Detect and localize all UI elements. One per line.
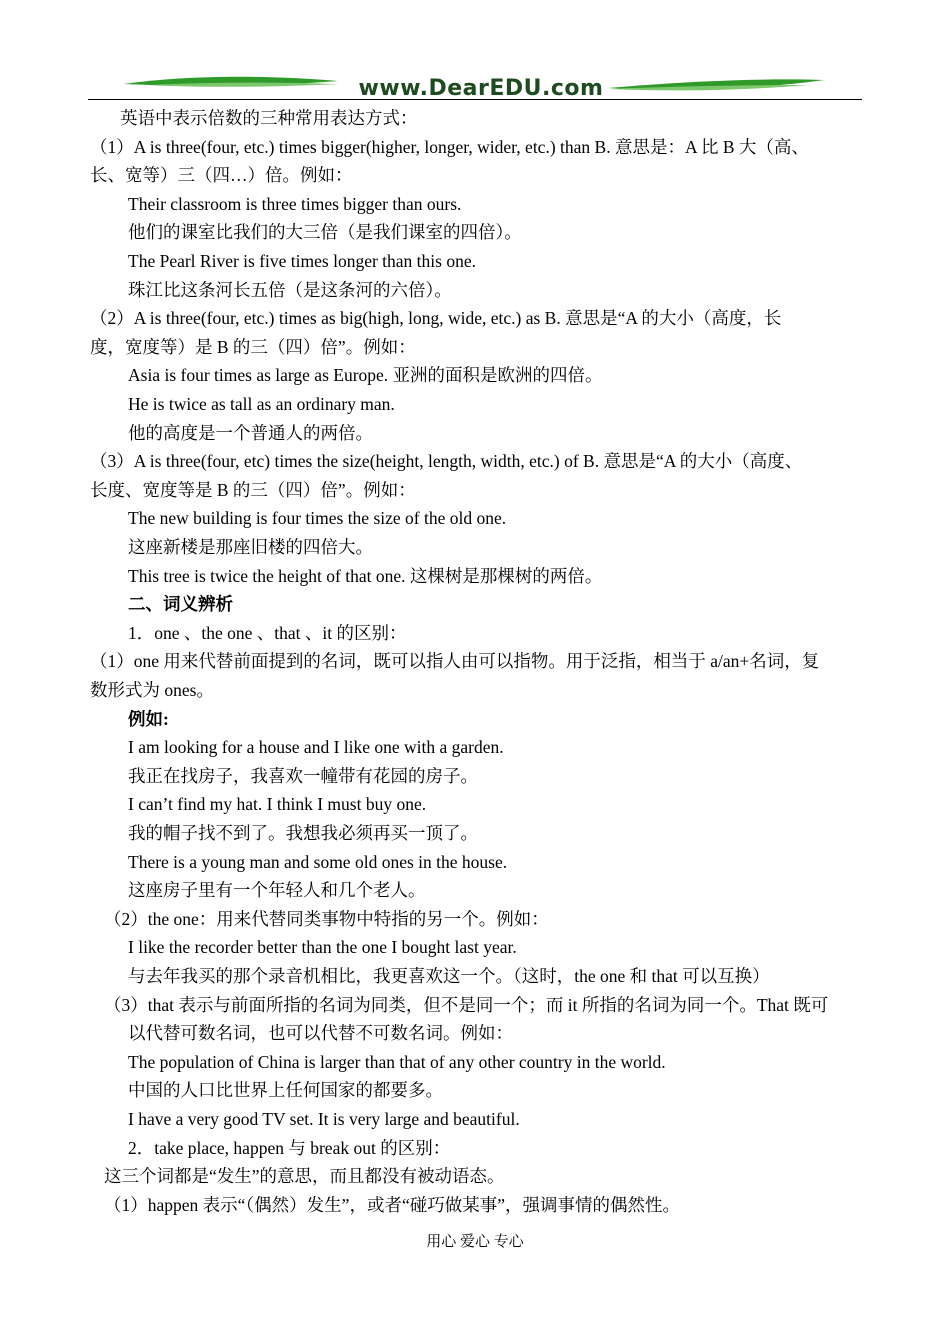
text-line: 二、词义辨析 [128,594,233,615]
header-rule [88,99,862,100]
text-line: 与去年我买的那个录音机相比，我更喜欢这一个。（这时，the one 和 that 可以互换） [128,966,770,986]
text-line: 这座新楼是那座旧楼的四倍大。 [128,537,373,557]
text-line: I am looking for a house and I like one with a garden. [128,737,504,758]
text-line: 例如: [128,708,169,729]
text-line: The Pearl River is five times longer than this one. [128,251,476,271]
text-line: 度，宽度等）是 B 的三（四）倍”。例如： [90,336,416,357]
text-line: I like the recorder better than the one I bought last year. [128,937,517,958]
text-line: （3）A is three(four, etc) times the size(height, length, width, etc.) of B. 意思是“A 的大小（高度、 [90,451,803,472]
text-line: 这三个词都是“发生”的意思，而且都没有被动语态。 [104,1166,505,1187]
page-header [88,72,862,102]
text-line: （1）one 用来代替前面提到的名词，既可以指人由可以指物。用于泛指，相当于 a/an+名词，复 [90,651,820,672]
text-line: The population of China is larger than that of any other country in the world. [128,1051,666,1072]
site-logo[interactable]: www.DearEDU.com [358,76,604,101]
text-line: （1）happen 表示“（偶然）发生”，或者“碰巧做某事”，强调事情的偶然性。 [104,1194,680,1215]
text-line: 长度、宽度等是 B 的三（四）倍”。例如： [90,479,416,500]
text-line: I have a very good TV set. It is very large and beautiful. [128,1109,520,1129]
text-line: （1）A is three(four, etc.) times bigger(higher, longer, wider, etc.) than B. 意思是：A 比 B 大（高、 [90,136,809,157]
text-line: 2．take place, happen 与 break out 的区别： [128,1137,451,1158]
text-line: 我的帽子找不到了。我想我必须再买一顶了。 [128,823,478,843]
text-line: 这座房子里有一个年轻人和几个老人。 [128,880,426,901]
text-line: 珠江比这条河长五倍（是这条河的六倍）。 [128,279,452,300]
text-line: The new building is four times the size of the old one. [128,508,507,529]
text-line: 我正在找房子，我喜欢一幢带有花园的房子。 [128,765,478,786]
text-line: 中国的人口比世界上任何国家的都要多。 [128,1080,443,1101]
text-line: This tree is twice the height of that one. 这棵树是那棵树的两倍。 [128,565,603,586]
text-line: 他的高度是一个普通人的两倍。 [128,422,373,443]
text-line: There is a young man and some old ones in the house. [128,851,508,872]
text-line: 数形式为 ones。 [90,680,214,700]
text-line: 1．one 、the one 、that 、it 的区别： [128,622,407,643]
text-line: I can’t find my hat. I think I must buy one. [128,794,427,815]
text-line: （2）the one：用来代替同类事物中特指的另一个。例如： [104,908,549,929]
text-line: （2）A is three(four, etc.) times as big(high, long, wide, etc.) as B. 意思是“A 的大小（高度，长 [90,308,782,329]
text-line: 长、宽等）三（四…）倍。例如： [90,165,353,186]
text-line: 英语中表示倍数的三种常用表达方式： [120,108,418,128]
text-line: He is twice as tall as an ordinary man. [128,394,395,414]
text-line: 以代替可数名词，也可以代替不可数名词。例如： [128,1023,513,1044]
text-line: （3）that 表示与前面所指的名词为同类，但不是同一个；而 it 所指的名词为同一个。That 既可 [104,994,829,1015]
text-line: 他们的课室比我们的大三倍（是我们课室的四倍）。 [128,222,522,243]
text-line: Asia is four times as large as Europe. 亚洲的面积是欧洲的四倍。 [128,365,603,386]
page-footer: 用心 爱心 专心 [426,1234,524,1250]
text-line: Their classroom is three times bigger than ours. [128,193,462,214]
